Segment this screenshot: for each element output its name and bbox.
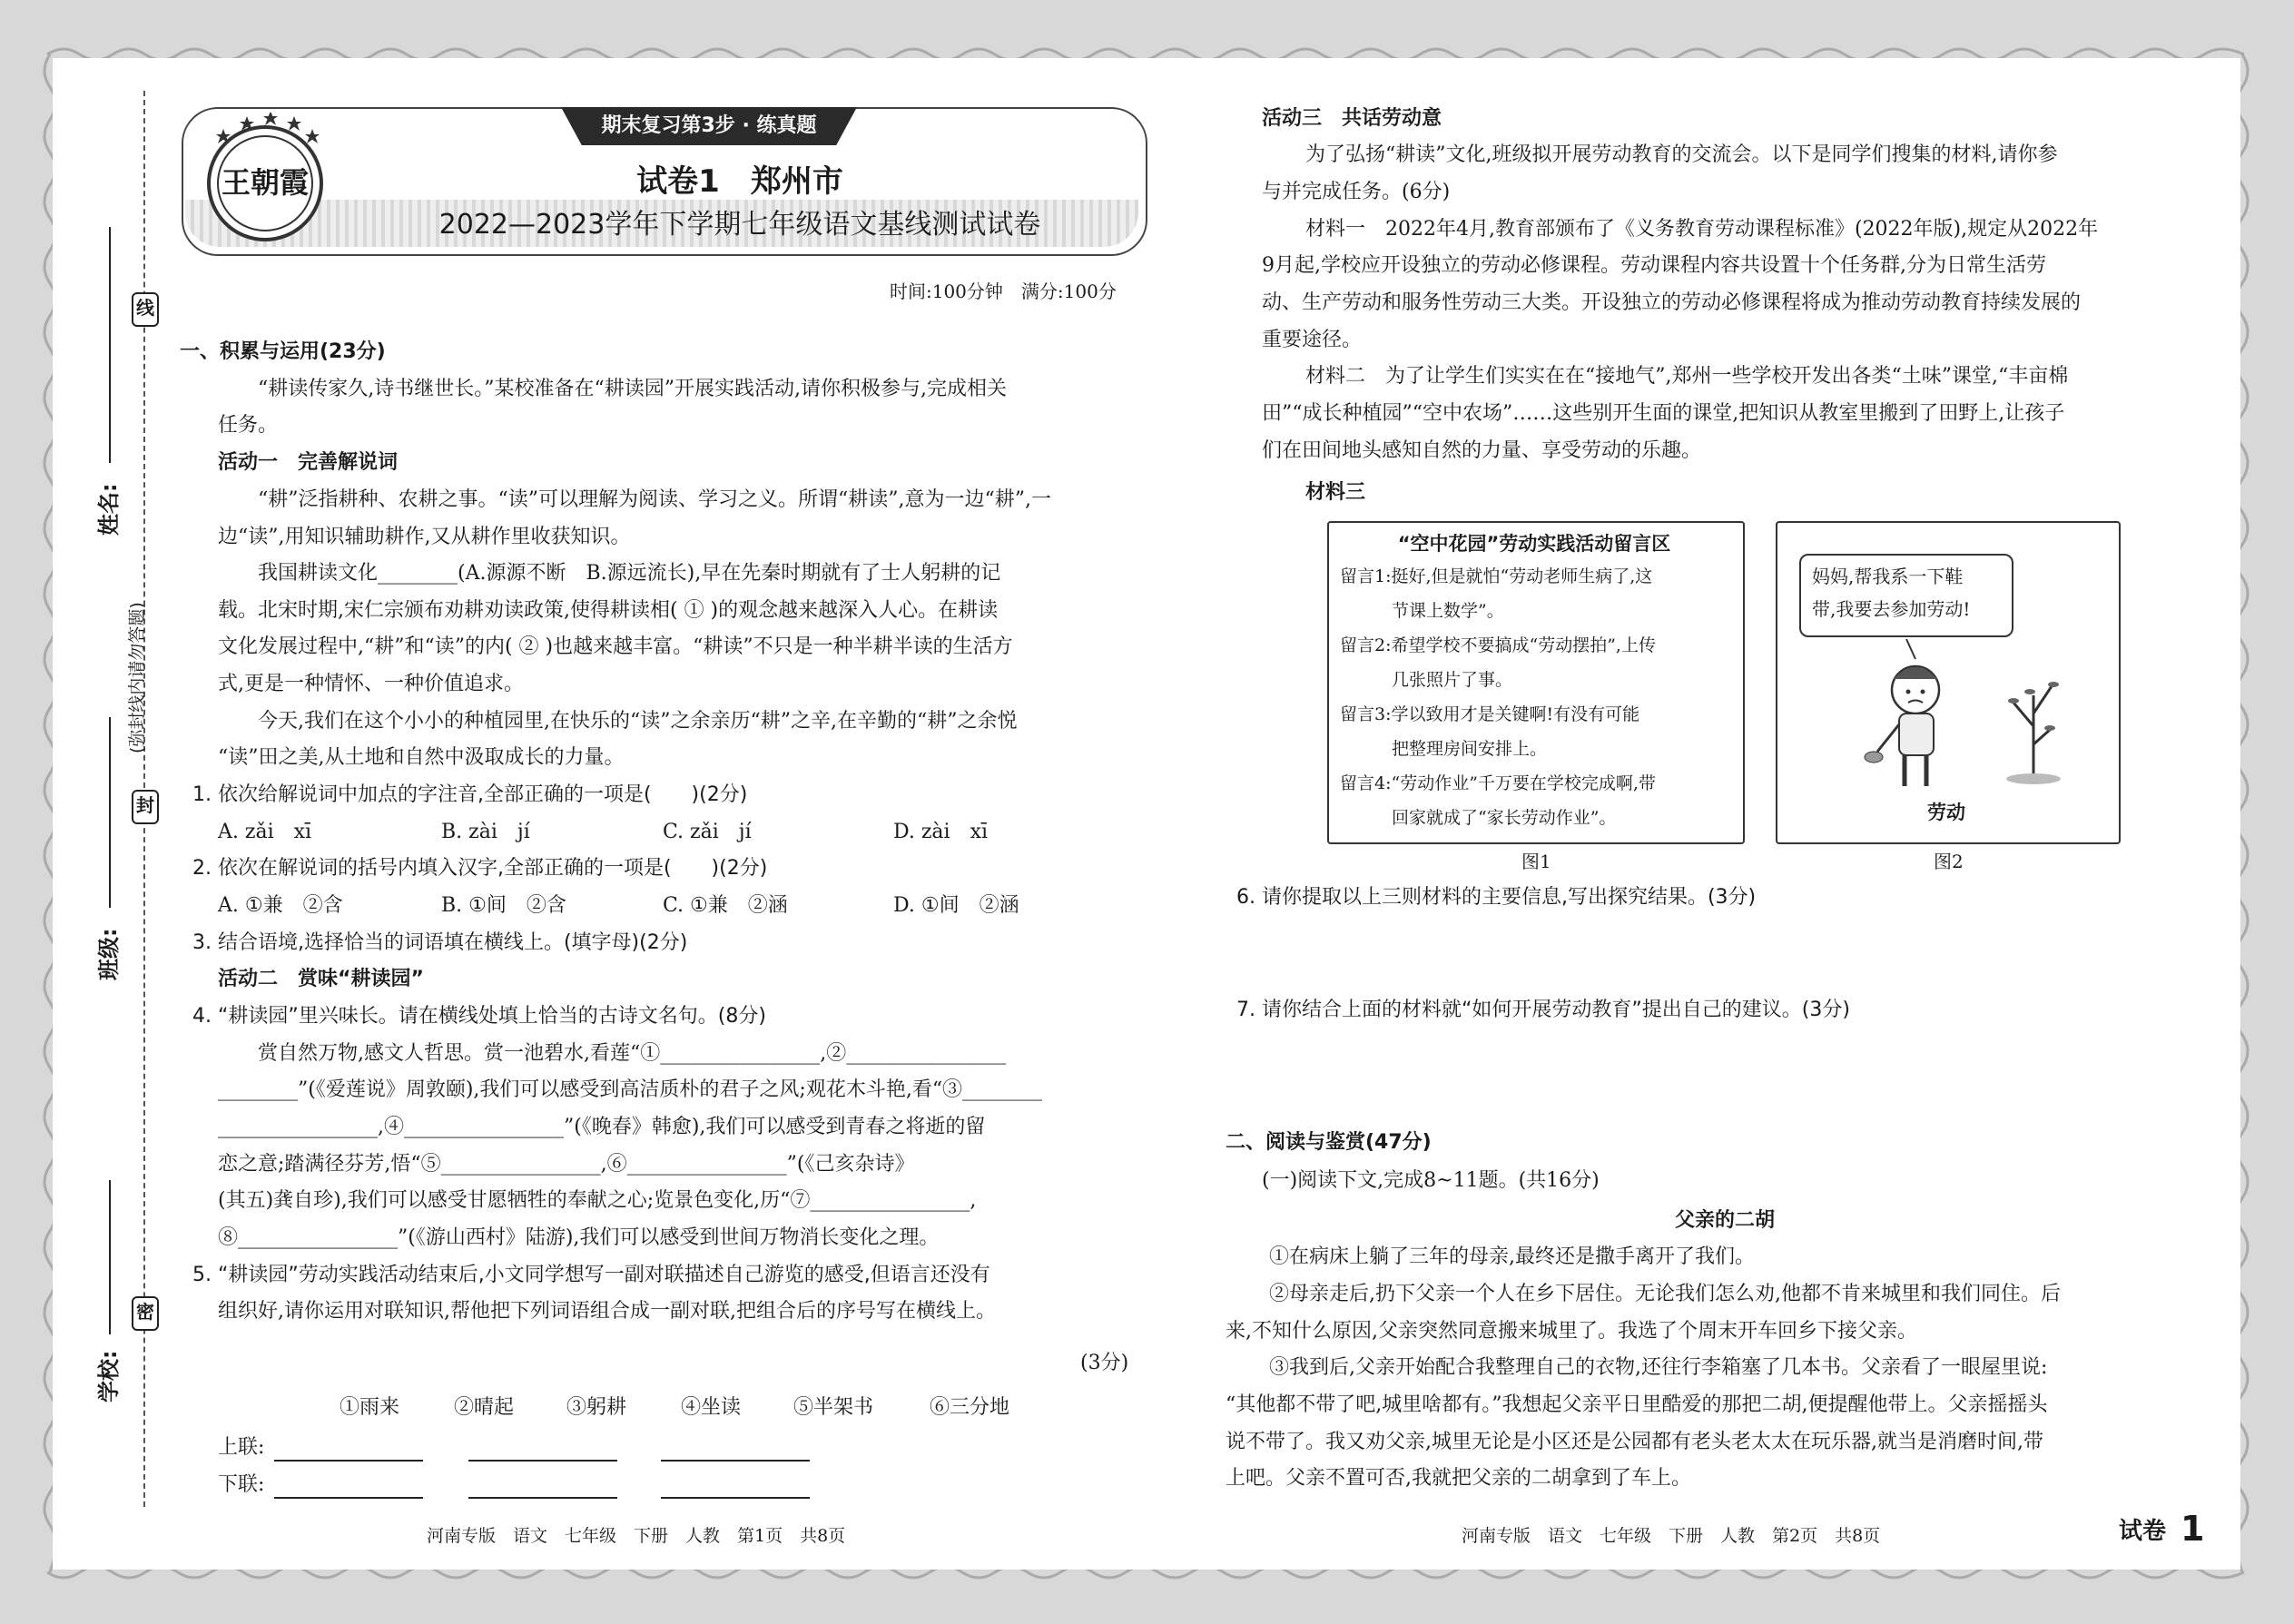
- q1-option-a[interactable]: A. zǎi xī: [218, 821, 312, 843]
- message-3-line-1: 留言3:学以致用才是关键啊!有没有可能: [1340, 704, 1640, 724]
- question-2: 2. 依次在解说词的括号内填入汉字,全部正确的一项是( )(2分): [192, 857, 768, 880]
- section1-heading: 一、积累与运用(23分): [180, 340, 386, 363]
- para2-line-1: 我国耕读文化________(A.源源不断 B.源远流长),早在先秦时期就有了士人躬耕的记: [258, 562, 1001, 585]
- material1-line-1: 材料一 2022年4月,教育部颁布了《义务教育劳动课程标准》(2022年版),规定从2022年: [1305, 218, 2099, 241]
- speech-line-1: 妈妈,帮我系一下鞋: [1812, 566, 1964, 587]
- essay-line-3: 来,不知什么原因,父亲突然同意搬来城里了。我选了个周末开车回乡下接父亲。: [1226, 1320, 1917, 1343]
- q5-word-3: ③躬耕: [566, 1396, 627, 1419]
- question-5-line-1: 5. “耕读园”劳动实践活动结束后,小文同学想写一副对联描述自己游览的感受,但语言还没有: [192, 1264, 990, 1286]
- q4-line-3[interactable]: ________________,④________________”(《晚春》韩愈),我们可以感受到青春之将逝的留: [218, 1116, 986, 1138]
- time-info: 时间:100分钟 满分:100分: [890, 281, 1117, 302]
- essay-line-7: 上吧。父亲不置可否,我就把父亲的二胡拿到了车上。: [1226, 1467, 1691, 1490]
- para3-line-2: “读”田之美,从土地和自然中汲取成长的力量。: [218, 746, 625, 769]
- couplet-down-blank-3[interactable]: [661, 1497, 810, 1499]
- material1-line-4: 重要途径。: [1262, 329, 1363, 351]
- activity3-heading: 活动三 共话劳动意: [1262, 107, 1442, 130]
- q4-line-2[interactable]: ________”(《爱莲说》周敦颐),我们可以感受到高洁质朴的君子之风;观花木斗艳,看“③________: [218, 1078, 1043, 1101]
- question-7: 7. 请你结合上面的材料就“如何开展劳动教育”提出自己的建议。(3分): [1236, 999, 1850, 1021]
- r-intro-line-1: 为了弘扬“耕读”文化,班级拟开展劳动教育的交流会。以下是同学们搜集的材料,请你参: [1305, 143, 2058, 166]
- message-1-line-1: 留言1:挺好,但是就怕“劳动老师生病了,这: [1340, 566, 1653, 586]
- couplet-up-blank-3[interactable]: [661, 1460, 810, 1462]
- essay-line-6: 说不带了。我又劝父亲,城里无论是小区还是公园都有老头老太太在玩乐器,就当是消磨时间,带: [1226, 1431, 2043, 1453]
- question-5-line-2: 组织好,请你运用对联知识,帮他把下列词语组合成一副对联,把组合后的序号写在横线上。: [218, 1300, 996, 1323]
- figure-2-label: 图2: [1934, 851, 1964, 872]
- name-field[interactable]: [109, 227, 111, 463]
- q2-option-d[interactable]: D. ①间 ②涵: [893, 894, 1019, 917]
- material2-line-3: 们在田间地头感知自然的力量、享受劳动的乐趣。: [1262, 439, 1702, 462]
- activity1-heading: 活动一 完善解说词: [218, 451, 399, 474]
- seal-word-3: 密: [132, 1296, 159, 1331]
- figure-2-caption: 劳动: [1927, 802, 1965, 823]
- question-3: 3. 结合语境,选择恰当的词语填在横线上。(填字母)(2分): [192, 931, 688, 954]
- seal-word-1: 线: [132, 292, 159, 327]
- speech-line-2: 带,我要去参加劳动!: [1812, 598, 1971, 620]
- couplet-up-blank-2[interactable]: [468, 1460, 617, 1462]
- message-2-line-2: 几张照片了事。: [1340, 670, 1513, 690]
- para1-line-1: “耕”泛指耕种、农耕之事。“读”可以理解为阅读、学习之义。所谓“耕读”,意为一边“耕”,一: [258, 488, 1051, 511]
- material3-label: 材料三: [1305, 481, 1366, 504]
- para2-line-3: 文化发展过程中,“耕”和“读”的内( ② )也越来越丰富。“耕读”不只是一种半耕半读的生活方: [218, 635, 1013, 658]
- no-answer-notice: (弥封线内请勿答题): [127, 602, 147, 753]
- seal-word-2: 封: [132, 790, 159, 824]
- message-4-line-2: 回家就成了“家长劳动作业”。: [1340, 808, 1617, 828]
- q5-word-1: ①雨来: [340, 1396, 400, 1419]
- intro-line-1: “耕读传家久,诗书继世长。”某校准备在“耕读园”开展实践活动,请你积极参与,完成相关: [258, 378, 1007, 400]
- boy-with-tree-illustration: [1852, 626, 2106, 790]
- name-label: 姓名:: [96, 483, 122, 536]
- couplet-down-blank-1[interactable]: [274, 1497, 423, 1499]
- intro-line-2: 任务。: [218, 414, 279, 437]
- essay-title: 父亲的二胡: [1674, 1209, 1775, 1232]
- q1-option-c[interactable]: C. zǎi jí: [663, 821, 752, 843]
- material1-line-2: 9月起,学校应开设独立的劳动必修课程。劳动课程内容共设置十个任务群,分为日常生活劳: [1262, 254, 2046, 277]
- message-3-line-2: 把整理房间安排上。: [1340, 739, 1548, 759]
- para3-line-1: 今天,我们在这个小小的种植园里,在快乐的“读”之余亲历“耕”之辛,在辛勤的“耕”之余悦: [258, 710, 1018, 733]
- q5-word-6: ⑥三分地: [930, 1396, 1010, 1419]
- couplet-up-label: 上联:: [218, 1436, 265, 1459]
- message-4-line-1: 留言4:“劳动作业”千万要在学校完成啊,带: [1340, 773, 1656, 793]
- message-2-line-1: 留言2:希望学校不要搞成“劳动摆拍”,上传: [1340, 635, 1656, 655]
- reading-subsection: (一)阅读下文,完成8~11题。(共16分): [1262, 1169, 1600, 1192]
- couplet-down-label: 下联:: [218, 1473, 265, 1496]
- essay-line-4: ③我到后,父亲开始配合我整理自己的衣物,还往行李箱塞了几本书。父亲看了一眼屋里说:: [1269, 1356, 2048, 1379]
- material1-line-3: 动、生产劳动和服务性劳动三大类。开设独立的劳动必修课程将成为推动劳动教育持续发展的: [1262, 291, 2082, 314]
- page-number: 1: [2181, 1509, 2205, 1549]
- left-footer: 河南专版 语文 七年级 下册 人教 第1页 共8页: [427, 1526, 846, 1546]
- question-4: 4. “耕读园”里兴味长。请在横线处填上恰当的古诗文名句。(8分): [192, 1005, 766, 1028]
- figure-1-label: 图1: [1521, 851, 1551, 872]
- material2-line-1: 材料二 为了让学生们实实在在“接地气”,郑州一些学校开发出各类“土味”课堂,“丰亩棉: [1305, 365, 2069, 388]
- message-1-line-2: 节课上数学”。: [1340, 601, 1504, 621]
- q1-option-d[interactable]: D. zài xī: [893, 821, 989, 843]
- banner-text: 期末复习第3步 · 练真题: [601, 114, 817, 137]
- q4-line-1[interactable]: 赏自然万物,感文人哲思。赏一池碧水,看莲“①________________,②________________: [258, 1042, 1007, 1065]
- q2-option-b[interactable]: B. ①间 ②含: [441, 894, 566, 917]
- exam-title: 试卷1 郑州市: [636, 163, 843, 200]
- q5-word-4: ④坐读: [681, 1396, 742, 1419]
- couplet-down-blank-2[interactable]: [468, 1497, 617, 1499]
- question-6: 6. 请你提取以上三则材料的主要信息,写出探究结果。(3分): [1236, 886, 1757, 909]
- question-1: 1. 依次给解说词中加点的字注音,全部正确的一项是( )(2分): [192, 783, 748, 806]
- school-field[interactable]: [109, 1180, 111, 1334]
- q2-option-a[interactable]: A. ①兼 ②含: [218, 894, 343, 917]
- page-tag: 试卷: [2119, 1518, 2167, 1545]
- r-intro-line-2: 与并完成任务。(6分): [1262, 181, 1451, 203]
- para1-line-2: 边“读”,用知识辅助耕作,又从耕作里收获知识。: [218, 526, 631, 548]
- figure-1-title: “空中花园”劳动实践活动留言区: [1397, 533, 1671, 555]
- q4-line-5[interactable]: (其五)龚自珍),我们可以感受甘愿牺牲的奉献之心;览景色变化,历“⑦________________,: [218, 1189, 977, 1212]
- q4-line-6[interactable]: ⑧________________”(《游山西村》陆游),我们可以感受到世间万物消长变化之理。: [218, 1226, 940, 1249]
- q5-word-5: ⑤半架书: [793, 1396, 874, 1419]
- right-footer: 河南专版 语文 七年级 下册 人教 第2页 共8页: [1462, 1526, 1881, 1546]
- q5-score: (3分): [1080, 1352, 1129, 1374]
- para2-line-4: 式,更是一种情怀、一种价值追求。: [218, 673, 524, 695]
- couplet-up-blank-1[interactable]: [274, 1460, 423, 1462]
- class-label: 班级:: [96, 928, 122, 980]
- logo-text: 王朝霞: [221, 165, 309, 200]
- essay-line-1: ①在病床上躺了三年的母亲,最终还是撒手离开了我们。: [1269, 1245, 1755, 1268]
- class-field[interactable]: [109, 717, 111, 908]
- q1-option-b[interactable]: B. zài jí: [441, 821, 530, 843]
- activity2-heading: 活动二 赏味“耕读园”: [218, 968, 424, 990]
- essay-line-2: ②母亲走后,扔下父亲一个人在乡下居住。无论我们怎么劝,他都不肯来城里和我们同住。后: [1269, 1283, 2061, 1305]
- material2-line-2: 田”“成长种植园”“空中农场”……这些别开生面的课堂,把知识从教室里搬到了田野上,让孩子: [1262, 402, 2065, 425]
- section2-heading: 二、阅读与鉴赏(47分): [1226, 1131, 1432, 1154]
- q5-word-2: ②晴起: [454, 1396, 515, 1419]
- exam-subtitle: 2022—2023学年下学期七年级语文基线测试试卷: [438, 209, 1041, 241]
- q2-option-c[interactable]: C. ①兼 ②涵: [663, 894, 788, 917]
- q4-line-4[interactable]: 恋之意;踏满径芬芳,悟“⑤________________,⑥________________”(《己亥杂诗》: [218, 1153, 915, 1176]
- essay-line-5: “其他都不带了吧,城里啥都有。”我想起父亲平日里酷爱的那把二胡,便提醒他带上。父亲摇摇头: [1226, 1393, 2048, 1416]
- school-label: 学校:: [96, 1350, 122, 1403]
- para2-line-2: 载。北宋时期,宋仁宗颁布劝耕劝读政策,使得耕读相( ① )的观念越来越深入人心。在耕读: [218, 599, 999, 622]
